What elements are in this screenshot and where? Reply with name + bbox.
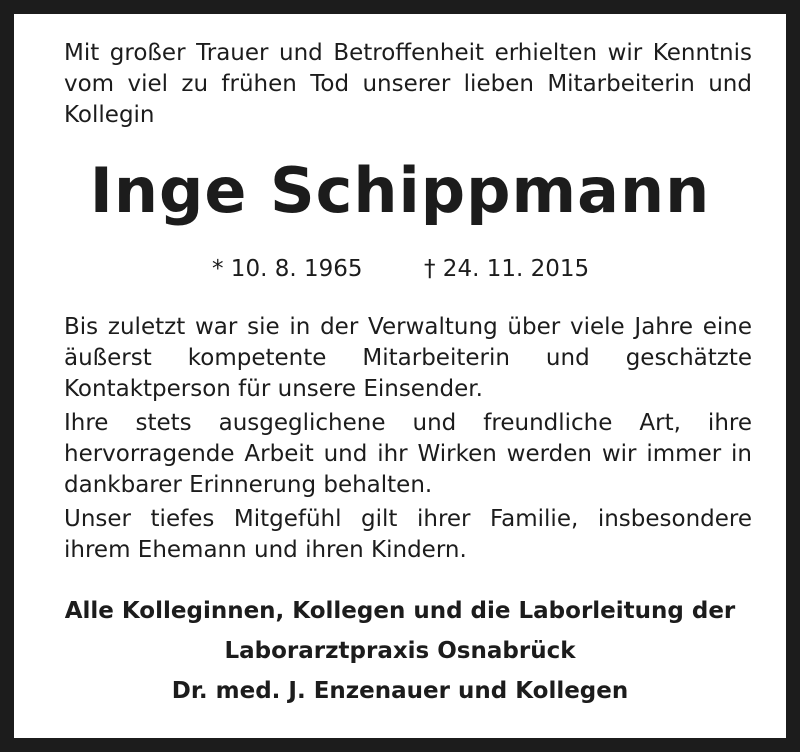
signature-line-colleagues: Alle Kolleginnen, Kollegen und die Laborleitung der bbox=[64, 598, 736, 624]
paragraph-work: Bis zuletzt war sie in der Verwaltung über viele Jahre eine äußerst kompetente Mitarbeiterin und geschätzte Kontaktperson für unsere Einsender. bbox=[64, 314, 752, 402]
intro-text: Mit großer Trauer und Betroffenheit erhielten wir Kenntnis vom viel zu frühen Tod unserer lieben Mitarbeiterin und Kollegin bbox=[64, 40, 752, 128]
birth-date: * 10. 8. 1965 bbox=[212, 256, 363, 282]
death-date: † 24. 11. 2015 bbox=[424, 256, 590, 282]
deceased-name: Inge Schippmann bbox=[89, 154, 711, 227]
signature-line-doctor: Dr. med. J. Enzenauer und Kollegen bbox=[171, 678, 629, 704]
obituary-notice bbox=[14, 14, 786, 738]
paragraph-character: Ihre stets ausgeglichene und freundliche Art, ihre hervorragende Arbeit und ihr Wirken werden wir immer in dankbarer Erinnerung behalten. bbox=[64, 410, 752, 498]
signature-line-practice: Laborarztpraxis Osnabrück bbox=[224, 638, 576, 664]
paragraph-condolence: Unser tiefes Mitgefühl gilt ihrer Familie, insbesondere ihrem Ehemann und ihren Kindern. bbox=[64, 506, 752, 563]
